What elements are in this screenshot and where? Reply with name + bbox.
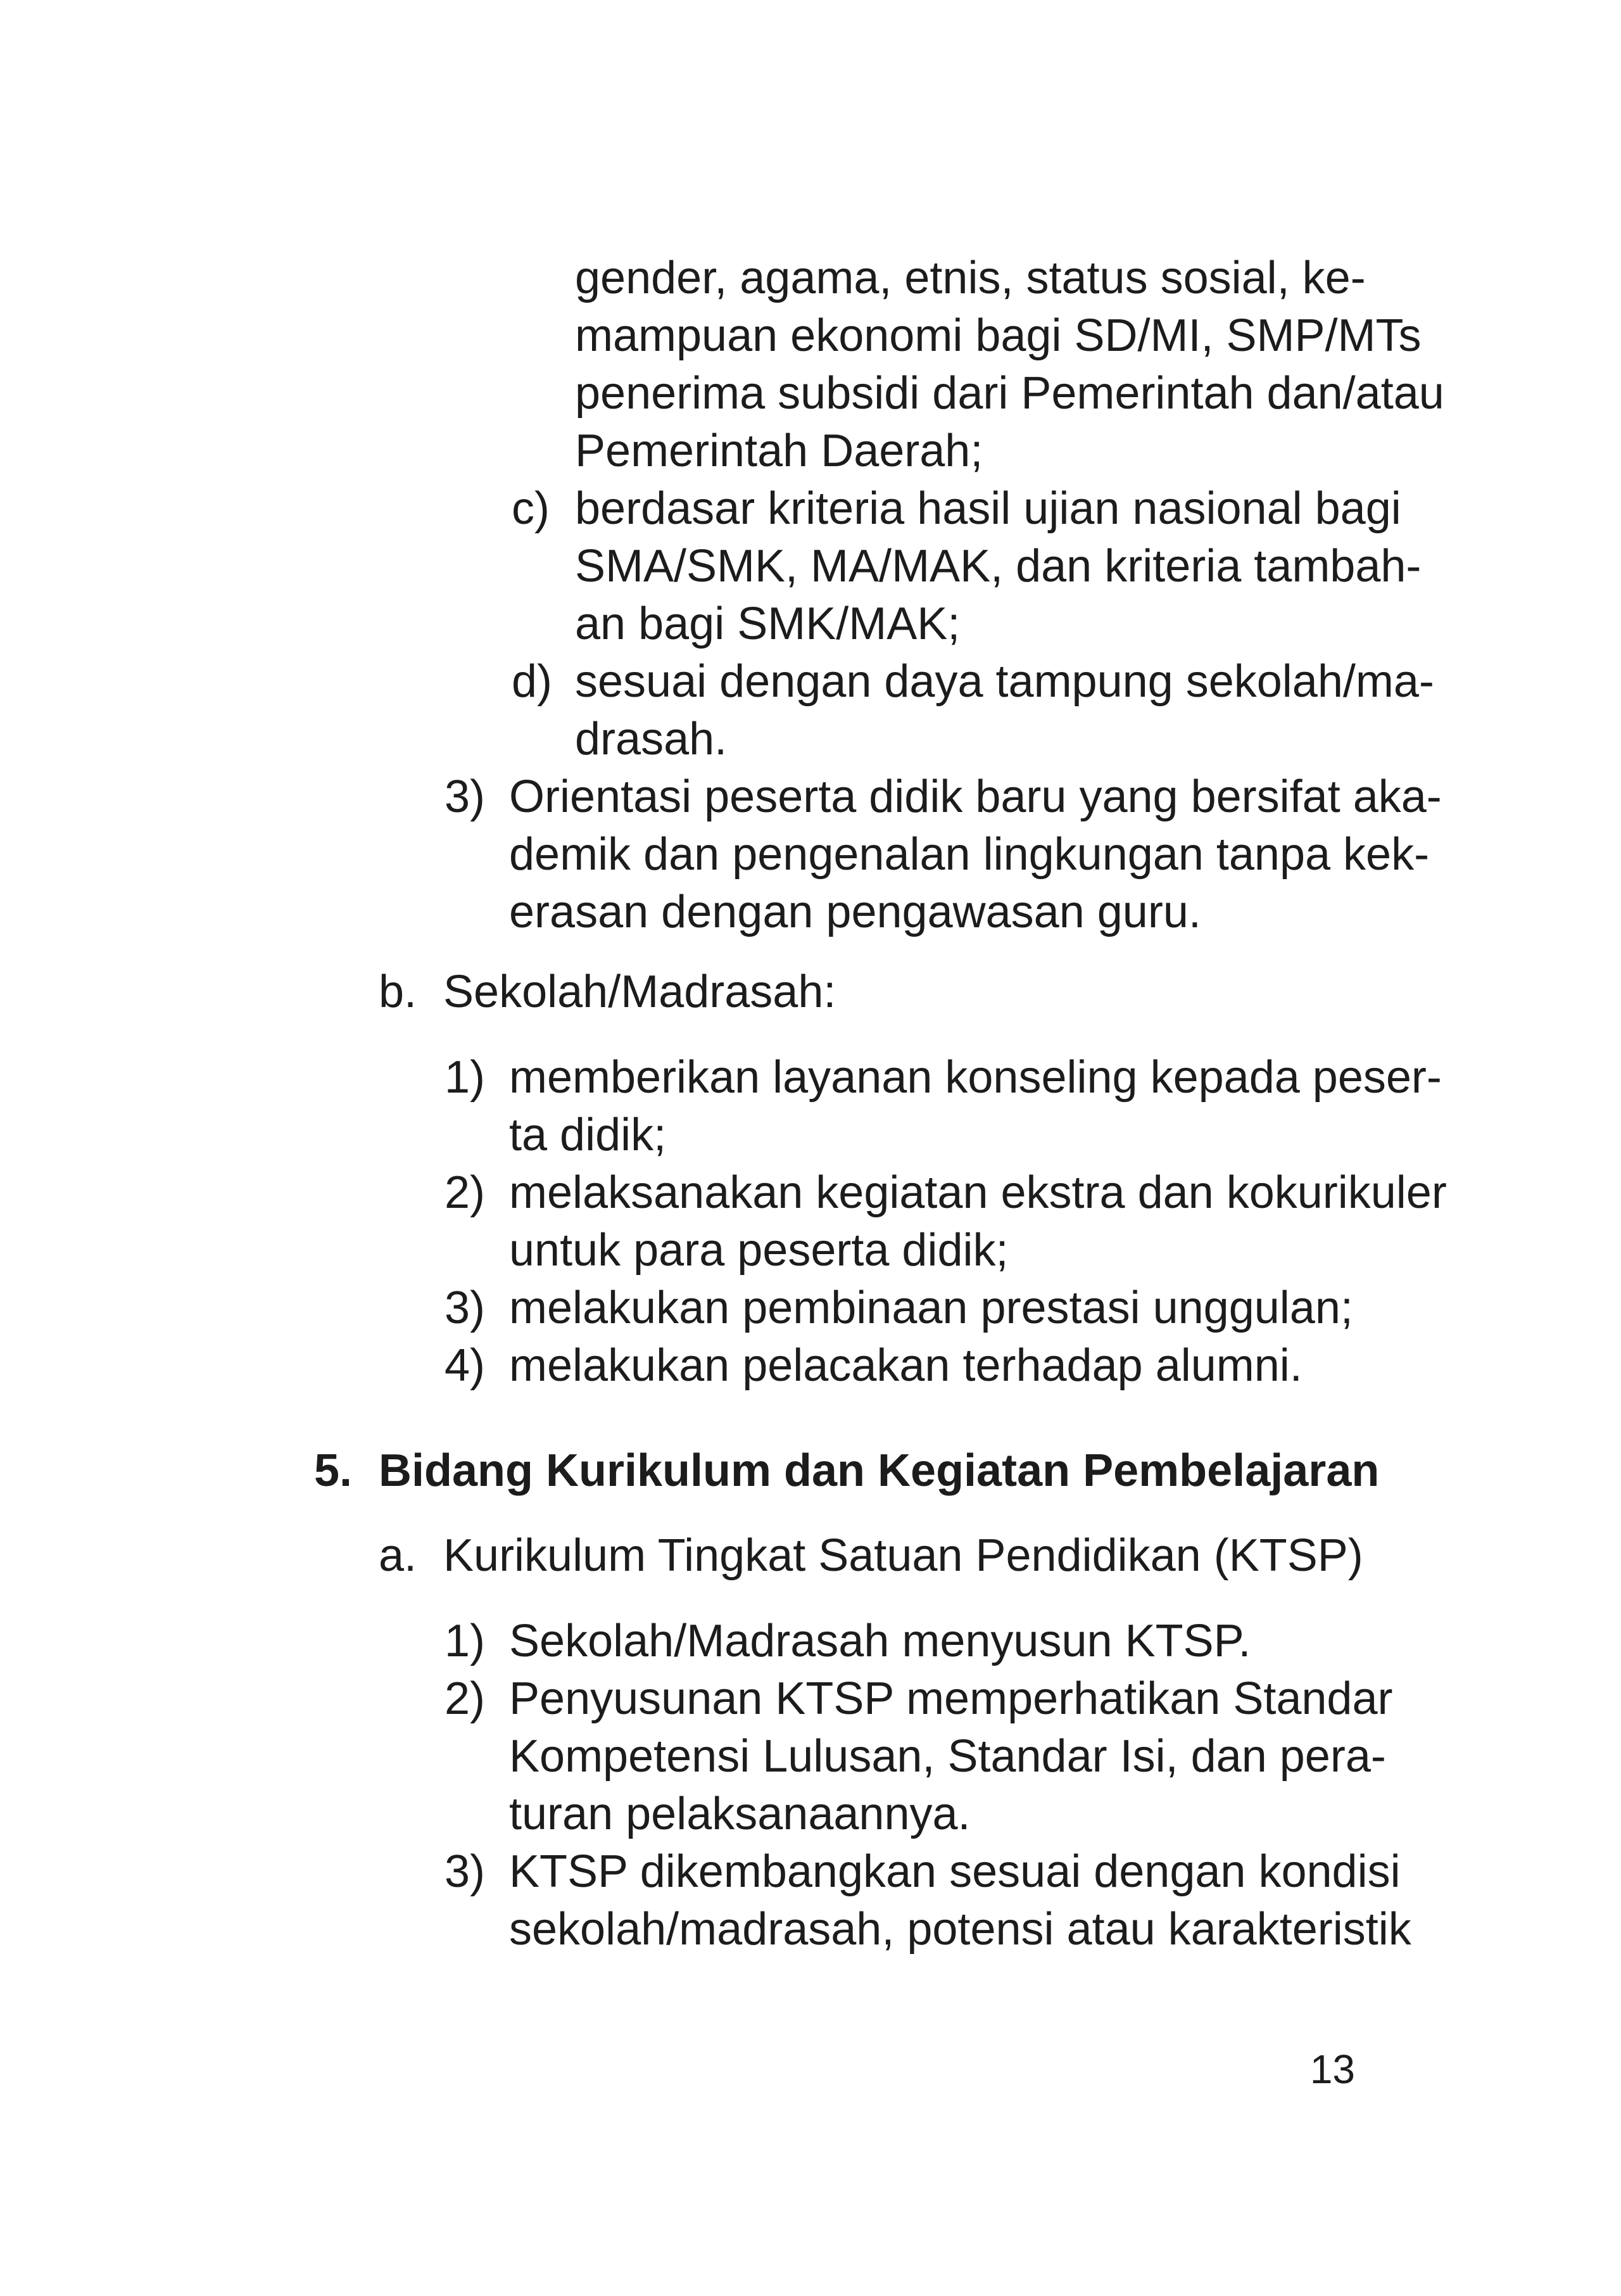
body-line: Sekolah/Madrasah menyusun KTSP. [509,1616,1251,1666]
body-line: Orientasi peserta didik baru yang bersifat aka- [509,771,1442,822]
body-line: melakukan pelacakan terhadap alumni. [509,1340,1302,1391]
body-line: Pemerintah Daerah; [575,426,983,476]
list-marker: 1) [445,1616,486,1666]
list-marker: 1) [445,1052,486,1103]
list-marker: b. [379,967,417,1017]
body-line: penerima subsidi dari Pemerintah dan/atau [575,368,1444,419]
body-line: turan pelaksanaannya. [509,1789,971,1839]
body-line: an bagi SMK/MAK; [575,599,961,649]
section-number: 5. [314,1445,353,1496]
subsection-heading: Kurikulum Tingkat Satuan Pendidikan (KTSP) [443,1530,1363,1581]
body-line: untuk para peserta didik; [509,1225,1009,1276]
body-line: gender, agama, etnis, status sosial, ke- [575,253,1366,303]
body-line: SMA/SMK, MA/MAK, dan kriteria tambah- [575,541,1422,592]
body-line: Kompetensi Lulusan, Standar Isi, dan pera- [509,1731,1386,1782]
list-marker: 3) [445,1283,486,1333]
body-line: mampuan ekonomi bagi SD/MI, SMP/MTs [575,310,1422,361]
list-marker: d) [512,656,553,707]
list-marker: 2) [445,1673,486,1724]
body-line: KTSP dikembangkan sesuai dengan kondisi [509,1846,1401,1897]
body-line: Penyusunan KTSP memperhatikan Standar [509,1673,1393,1724]
list-marker: 3) [445,771,486,822]
list-marker: a. [379,1530,417,1581]
body-line: melakukan pembinaan prestasi unggulan; [509,1283,1353,1333]
list-marker: 2) [445,1167,486,1218]
body-line: ta didik; [509,1110,667,1160]
body-line: memberikan layanan konseling kepada peser- [509,1052,1442,1103]
body-line: demik dan pengenalan lingkungan tanpa kek- [509,829,1430,880]
list-marker: c) [512,483,550,534]
body-line: erasan dengan pengawasan guru. [509,887,1201,937]
section-heading: Bidang Kurikulum dan Kegiatan Pembelajaran [379,1445,1380,1496]
list-marker: 4) [445,1340,486,1391]
body-line: melaksanakan kegiatan ekstra dan kokurikuler [509,1167,1447,1218]
subsection-heading: Sekolah/Madrasah: [443,967,836,1017]
body-line: drasah. [575,714,728,764]
body-line: berdasar kriteria hasil ujian nasional bagi [575,483,1401,534]
body-line: sekolah/madrasah, potensi atau karakteristik [509,1904,1411,1955]
page-number: 13 [1309,2046,1355,2092]
list-marker: 3) [445,1846,486,1897]
body-line: sesuai dengan daya tampung sekolah/ma- [575,656,1434,707]
